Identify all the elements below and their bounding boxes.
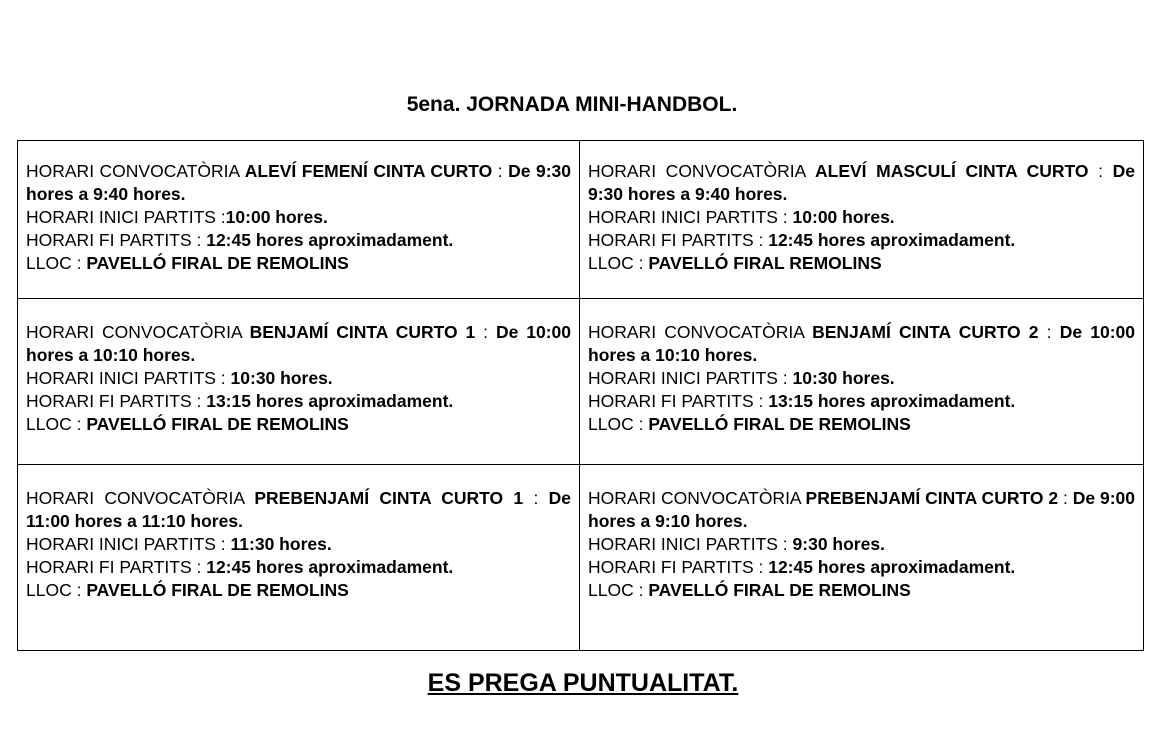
inici-label: HORARI INICI PARTITS <box>588 207 778 227</box>
category-name: ALEVÍ FEMENÍ CINTA CURTO <box>244 161 493 181</box>
lloc-line: LLOC : PAVELLÓ FIRAL DE REMOLINS <box>588 414 911 434</box>
convocatoria-label: HORARI CONVOCATÒRIA <box>588 161 806 181</box>
start-time: 10:30 hores. <box>230 368 333 388</box>
inici-line: HORARI INICI PARTITS : 10:30 hores. <box>26 368 333 388</box>
convocatoria-label: HORARI CONVOCATÒRIA <box>588 488 801 508</box>
schedule-table <box>17 140 1144 651</box>
lloc-label: LLOC <box>26 580 72 600</box>
start-time: 10:00 hores. <box>792 207 895 227</box>
end-time: 12:45 hores aproximadament. <box>206 230 454 250</box>
lloc-label: LLOC <box>26 414 72 434</box>
inici-line: HORARI INICI PARTITS : 11:30 hores. <box>26 534 332 554</box>
category-name: BENJAMÍ CINTA CURTO 2 <box>812 322 1039 342</box>
end-time: 13:15 hores aproximadament. <box>206 391 454 411</box>
schedule-cell-alevi-femeni <box>18 141 580 299</box>
call-time: De 11:00 hores a 11:10 hores. <box>26 488 572 531</box>
call-time: De 9:00 hores a 9:10 hores. <box>588 488 1135 531</box>
lloc-line: LLOC : PAVELLÓ FIRAL DE REMOLINS <box>588 580 911 600</box>
end-time: 12:45 hores aproximadament. <box>206 557 454 577</box>
place: PAVELLÓ FIRAL DE REMOLINS <box>648 580 911 600</box>
convocatoria-line: HORARI CONVOCATÒRIA BENJAMÍ CINTA CURTO 1 : De 10:00 hores a 10:10 hores. <box>26 322 571 365</box>
end-time: 13:15 hores aproximadament. <box>768 391 1016 411</box>
footer-text: ES PREGA PUNTUALITAT. <box>427 669 739 697</box>
fi-line: HORARI FI PARTITS : 13:15 hores aproximadament. <box>588 391 1016 411</box>
fi-label: HORARI FI PARTITS <box>26 557 192 577</box>
inici-label: HORARI INICI PARTITS <box>588 368 778 388</box>
inici-line: HORARI INICI PARTITS : 9:30 hores. <box>588 534 885 554</box>
inici-label: HORARI INICI PARTITS <box>26 534 216 554</box>
category-name: ALEVÍ MASCULÍ CINTA CURTO <box>815 161 1089 181</box>
fi-label: HORARI FI PARTITS <box>588 230 754 250</box>
end-time: 12:45 hores aproximadament. <box>768 557 1016 577</box>
convocatoria-line: HORARI CONVOCATÒRIA ALEVÍ MASCULÍ CINTA CURTO : De 9:30 hores a 9:40 hores. <box>588 161 1135 204</box>
schedule-cell-alevi-masculi <box>580 141 1144 299</box>
start-time: 10:00 hores. <box>225 207 328 227</box>
call-time: De 10:00 hores a 10:10 hores. <box>26 322 571 365</box>
page-title: 5ena. JORNADA MINI-HANDBOL. <box>406 93 738 116</box>
lloc-line: LLOC : PAVELLÓ FIRAL DE REMOLINS <box>26 414 349 434</box>
schedule-cell-prebenjami-1 <box>18 465 580 651</box>
lloc-line: LLOC : PAVELLÓ FIRAL REMOLINS <box>588 253 882 273</box>
place: PAVELLÓ FIRAL DE REMOLINS <box>648 414 911 434</box>
place: PAVELLÓ FIRAL DE REMOLINS <box>86 253 349 273</box>
lloc-label: LLOC <box>588 253 634 273</box>
lloc-label: LLOC <box>588 414 634 434</box>
fi-line: HORARI FI PARTITS : 12:45 hores aproximadament. <box>26 230 454 250</box>
schedule-cell-prebenjami-2 <box>580 465 1144 651</box>
start-time: 11:30 hores. <box>230 534 332 554</box>
start-time: 10:30 hores. <box>792 368 895 388</box>
footer-notice <box>0 666 1166 700</box>
call-time: De 9:30 hores a 9:40 hores. <box>588 161 1135 204</box>
lloc-line: LLOC : PAVELLÓ FIRAL DE REMOLINS <box>26 580 349 600</box>
category-name: PREBENJAMÍ CINTA CURTO 1 <box>254 488 524 508</box>
end-time: 12:45 hores aproximadament. <box>768 230 1016 250</box>
convocatoria-line: HORARI CONVOCATÒRIA PREBENJAMÍ CINTA CURTO 1 : De 11:00 hores a 11:10 hores. <box>26 488 572 531</box>
convocatoria-line: HORARI CONVOCATÒRIA PREBENJAMÍ CINTA CURTO 2 : De 9:00 hores a 9:10 hores. <box>588 488 1135 531</box>
inici-label: HORARI INICI PARTITS <box>588 534 778 554</box>
fi-line: HORARI FI PARTITS : 13:15 hores aproximadament. <box>26 391 454 411</box>
start-time: 9:30 hores. <box>792 534 885 554</box>
table-row <box>18 299 1144 465</box>
inici-line: HORARI INICI PARTITS : 10:00 hores. <box>588 207 895 227</box>
convocatoria-line: HORARI CONVOCATÒRIA BENJAMÍ CINTA CURTO 2 : De 10:00 hores a 10:10 hores. <box>588 322 1135 365</box>
lloc-label: LLOC <box>588 580 634 600</box>
lloc-line: LLOC : PAVELLÓ FIRAL DE REMOLINS <box>26 253 349 273</box>
fi-label: HORARI FI PARTITS <box>588 391 754 411</box>
call-time: De 9:30 hores a 9:40 hores. <box>26 161 572 204</box>
fi-label: HORARI FI PARTITS <box>588 557 754 577</box>
convocatoria-label: HORARI CONVOCATÒRIA <box>26 488 245 508</box>
table-row <box>18 465 1144 651</box>
table-row <box>18 141 1144 299</box>
place: PAVELLÓ FIRAL DE REMOLINS <box>86 414 349 434</box>
schedule-cell-benjami-2 <box>580 299 1144 465</box>
category-name: PREBENJAMÍ CINTA CURTO 2 <box>805 488 1059 508</box>
call-time: De 10:00 hores a 10:10 hores. <box>588 322 1135 365</box>
convocatoria-label: HORARI CONVOCATÒRIA <box>588 322 804 342</box>
convocatoria-label: HORARI CONVOCATÒRIA <box>26 161 240 181</box>
convocatoria-line: HORARI CONVOCATÒRIA ALEVÍ FEMENÍ CINTA CURTO : De 9:30 hores a 9:40 hores. <box>26 161 572 204</box>
inici-line: HORARI INICI PARTITS : 10:30 hores. <box>588 368 895 388</box>
category-name: BENJAMÍ CINTA CURTO 1 <box>249 322 476 342</box>
fi-line: HORARI FI PARTITS : 12:45 hores aproximadament. <box>588 557 1016 577</box>
place: PAVELLÓ FIRAL REMOLINS <box>648 253 882 273</box>
inici-label: HORARI INICI PARTITS <box>26 368 216 388</box>
fi-line: HORARI FI PARTITS : 12:45 hores aproximadament. <box>588 230 1016 250</box>
fi-label: HORARI FI PARTITS <box>26 391 192 411</box>
inici-label: HORARI INICI PARTITS <box>26 207 216 227</box>
schedule-cell-benjami-1 <box>18 299 580 465</box>
fi-label: HORARI FI PARTITS <box>26 230 192 250</box>
lloc-label: LLOC <box>26 253 72 273</box>
inici-line: HORARI INICI PARTITS :10:00 hores. <box>26 207 328 227</box>
fi-line: HORARI FI PARTITS : 12:45 hores aproximadament. <box>26 557 454 577</box>
place: PAVELLÓ FIRAL DE REMOLINS <box>86 580 349 600</box>
convocatoria-label: HORARI CONVOCATÒRIA <box>26 322 242 342</box>
